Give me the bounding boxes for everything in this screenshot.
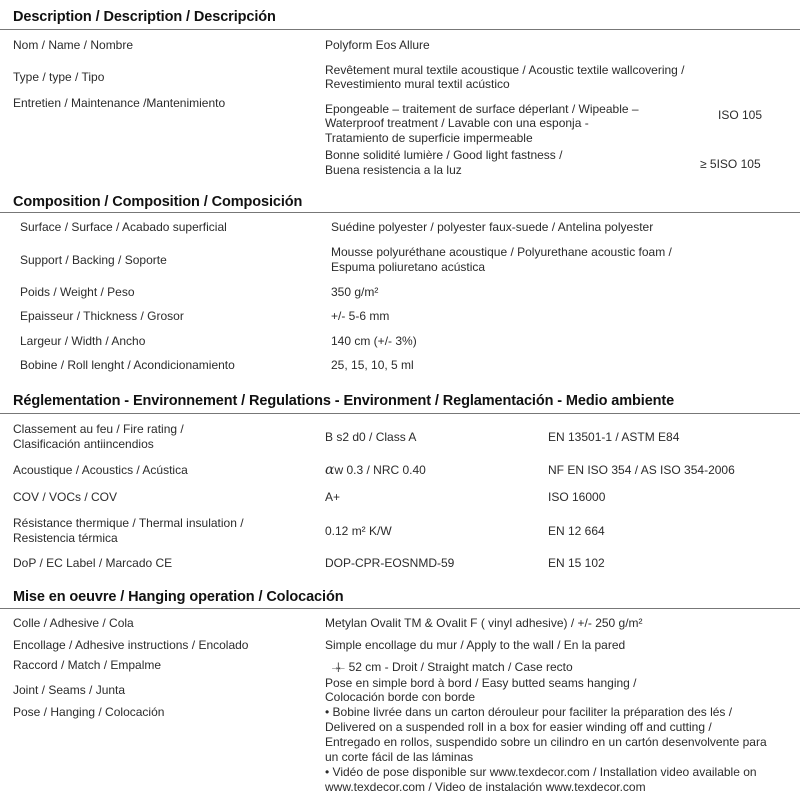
backing-value-line-2: Espuma poliuretano acústica xyxy=(331,260,486,274)
composition-title: Composition / Composition / Composición xyxy=(13,194,303,210)
dop-label: DoP / EC Label / Marcado CE xyxy=(13,556,173,570)
dop-value: DOP-CPR-EOSNMD-59 xyxy=(325,556,455,570)
adhesive-value: Metylan Ovalit TM & Ovalit F ( vinyl adhesive) / +/- 250 g/m² xyxy=(325,616,643,630)
divider xyxy=(0,29,800,30)
fastness-standard: ≥ 5ISO 105 xyxy=(700,157,761,171)
name-label: Nom / Name / Nombre xyxy=(13,38,134,52)
thickness-value: +/- 5-6 mm xyxy=(331,309,390,323)
acoustics-standard: NF EN ISO 354 / AS ISO 354-2006 xyxy=(548,463,735,477)
type-value-line-2: Revestimiento mural textil acústico xyxy=(325,77,510,91)
seams-value-line-2: Colocación borde con borde xyxy=(325,690,476,704)
hanging-title: Mise en oeuvre / Hanging operation / Colocación xyxy=(13,589,344,605)
adhesive-instructions-label: Encollage / Adhesive instructions / Encolado xyxy=(13,638,249,652)
thermal-value: 0.12 m² K/W xyxy=(325,524,392,538)
type-label: Type / type / Tipo xyxy=(13,70,105,84)
hanging-label: Pose / Hanging / Colocación xyxy=(13,705,165,719)
divider xyxy=(0,212,800,213)
width-value: 140 cm (+/- 3%) xyxy=(331,334,417,348)
thermal-label-line-1: Résistance thermique / Thermal insulation / xyxy=(13,516,244,530)
acoustics-value-text: w 0.3 / NRC 0.40 xyxy=(334,463,426,477)
dop-standard: EN 15 102 xyxy=(548,556,605,570)
surface-label: Surface / Surface / Acabado superficial xyxy=(20,220,227,234)
weight-value: 350 g/m² xyxy=(331,285,379,299)
maintenance-value-line-1: Epongeable – traitement de surface déperlant / Wipeable – xyxy=(325,102,639,116)
type-value-line-1: Revêtement mural textile acoustique / Acoustic textile wallcovering / xyxy=(325,63,685,77)
voc-label: COV / VOCs / COV xyxy=(13,490,118,504)
seams-value-line-1: Pose en simple bord à bord / Easy butted seams hanging / xyxy=(325,676,637,690)
hanging-value-line-4: un corte fácil de las láminas xyxy=(325,750,474,764)
arrows-icon: →|← xyxy=(330,662,344,673)
hanging-value-line-1: • Bobine livrée dans un carton dérouleur pour faciliter la préparation des lés / xyxy=(325,705,733,719)
hanging-value-line-3: Entregado en rollos, suspendido sobre un cilindro en un cartón desenvolvente para xyxy=(325,735,767,749)
divider xyxy=(0,413,800,414)
roll-value: 25, 15, 10, 5 ml xyxy=(331,358,414,372)
weight-label: Poids / Weight / Peso xyxy=(20,285,135,299)
adhesive-label: Colle / Adhesive / Cola xyxy=(13,616,134,630)
name-value: Polyform Eos Allure xyxy=(325,38,430,52)
thermal-label-line-2: Resistencia térmica xyxy=(13,531,118,545)
maintenance-standard: ISO 105 xyxy=(718,108,763,122)
fastness-value-line-2: Buena resistencia a la luz xyxy=(325,163,462,177)
alpha-symbol: α xyxy=(325,462,335,478)
backing-label: Support / Backing / Soporte xyxy=(20,253,167,267)
seams-label: Joint / Seams / Junta xyxy=(13,683,126,697)
hanging-value-line-5: • Vidéo de pose disponible sur www.texdecor.com / Installation video available on xyxy=(325,765,757,779)
maintenance-value-line-3: Tratamiento de superficie impermeable xyxy=(325,131,533,145)
thermal-standard: EN 12 664 xyxy=(548,524,605,538)
acoustics-label: Acoustique / Acoustics / Acústica xyxy=(13,463,188,477)
regulations-title: Réglementation - Environnement / Regulations - Environment / Reglamentación - Medio ambiente xyxy=(13,393,675,409)
maintenance-value-line-2: Waterproof treatment / Lavable con una esponja - xyxy=(325,116,589,130)
match-value xyxy=(330,660,573,675)
voc-standard: ISO 16000 xyxy=(548,490,606,504)
fastness-value-line-1: Bonne solidité lumière / Good light fastness / xyxy=(325,148,563,162)
surface-value: Suédine polyester / polyester faux-suede / Antelina polyester xyxy=(331,220,654,234)
acoustics-value xyxy=(325,463,426,477)
hanging-value-line-6: www.texdecor.com / Video de instalación www.texdecor.com xyxy=(325,780,646,794)
fire-rating-value: B s2 d0 / Class A xyxy=(325,430,417,444)
voc-value: A+ xyxy=(325,490,341,504)
fire-rating-standard: EN 13501-1 / ASTM E84 xyxy=(548,430,680,444)
match-label: Raccord / Match / Empalme xyxy=(13,658,162,672)
thickness-label: Epaisseur / Thickness / Grosor xyxy=(20,309,184,323)
adhesive-instructions-value: Simple encollage du mur / Apply to the wall / En la pared xyxy=(325,638,626,652)
match-value-text: 52 cm - Droit / Straight match / Case recto xyxy=(348,660,573,674)
description-title: Description / Description / Descripción xyxy=(13,9,276,25)
fire-rating-label-line-1: Classement au feu / Fire rating / xyxy=(13,422,184,436)
width-label: Largeur / Width / Ancho xyxy=(20,334,146,348)
maintenance-label: Entretien / Maintenance /Mantenimiento xyxy=(13,96,226,110)
fire-rating-label-line-2: Clasificación antiincendios xyxy=(13,437,154,451)
roll-label: Bobine / Roll lenght / Acondicionamiento xyxy=(20,358,235,372)
backing-value-line-1: Mousse polyuréthane acoustique / Polyurethane acoustic foam / xyxy=(331,245,672,259)
divider xyxy=(0,608,800,609)
hanging-value-line-2: Delivered on a suspended roll in a box for easier winding off and cutting / xyxy=(325,720,712,734)
